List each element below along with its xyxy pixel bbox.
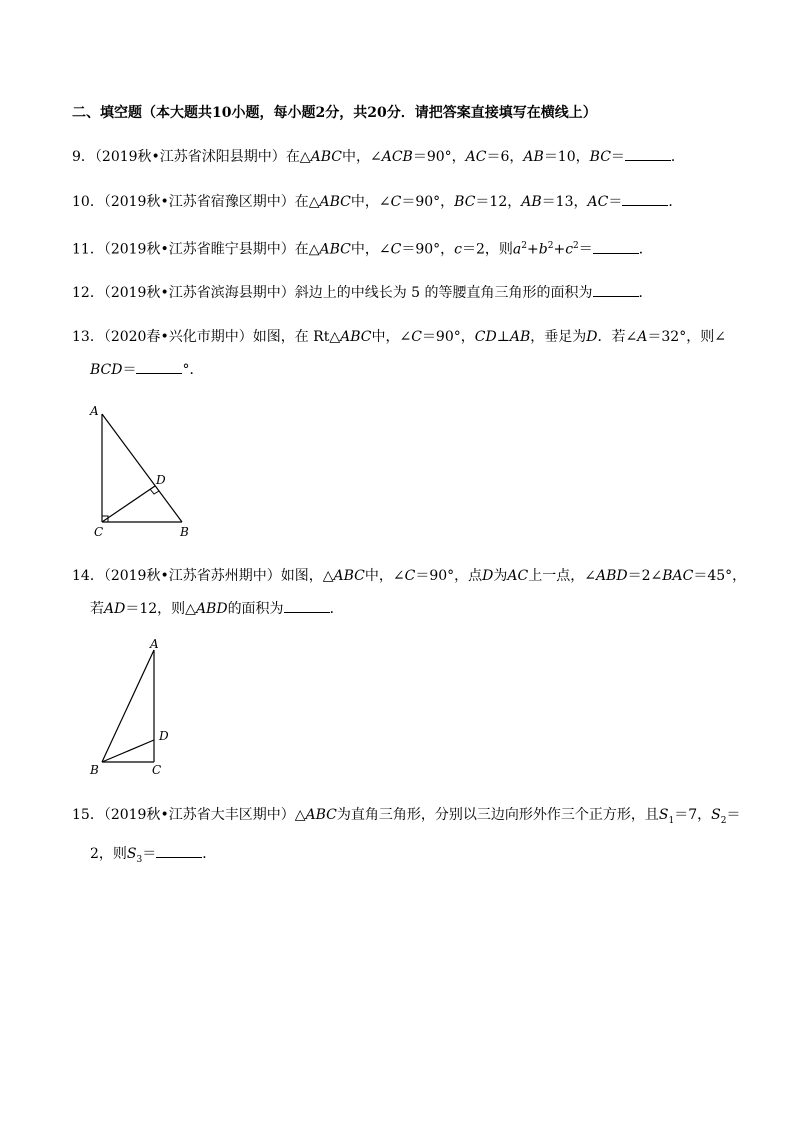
answer-blank[interactable] bbox=[136, 359, 182, 374]
question-9: 9．（2019秋•江苏省沭阳县期中）在△ABC中，∠ACB＝90°，AC＝6，AB＝10，BC＝ ． bbox=[72, 146, 685, 167]
figure-13 bbox=[86, 402, 206, 546]
answer-blank[interactable] bbox=[593, 239, 639, 254]
question-15: 15．（2019秋•江苏省大丰区期中）△ABC为直角三角形，分别以三边向形外作三个正方形，且$S_1=7$，$S_2=$ 2，则$S_3=$ ． bbox=[72, 807, 741, 865]
question-14: 14．（2019秋•江苏省苏州期中）如图，△ABC中，∠C＝90°，点D为AC上一点，∠ABD＝2∠BAC＝45°， 若AD＝12，则△ABD的面积为 ． bbox=[72, 568, 747, 617]
triangle-figure-14 bbox=[86, 636, 186, 781]
segment-bd bbox=[102, 740, 154, 762]
answer-blank[interactable] bbox=[625, 146, 671, 161]
figure-14 bbox=[86, 636, 186, 785]
label-c: C bbox=[94, 525, 104, 539]
triangle-figure-13 bbox=[86, 402, 206, 542]
answer-blank[interactable] bbox=[156, 843, 202, 858]
answer-blank[interactable] bbox=[622, 191, 668, 206]
label-b: B bbox=[90, 763, 99, 777]
answer-blank[interactable] bbox=[284, 598, 330, 613]
question-10: 10．（2019秋•江苏省宿豫区期中）在△ABC中，∠C＝90°，BC＝12，AB＝13，AC＝ ． bbox=[72, 191, 682, 212]
segment-ab bbox=[102, 650, 154, 762]
label-c: C bbox=[152, 763, 162, 777]
section-title: 二、填空题（本大题共10小题，每小题2分，共20分．请把答案直接填写在横线上） bbox=[72, 105, 597, 121]
question-12: 12．（2019秋•江苏省滨海县期中）斜边上的中线长为 5 的等腰直角三角形的面积为 ． bbox=[72, 282, 653, 303]
question-13: 13．（2020春•兴化市期中）如图，在 Rt△ABC中，∠C＝90°，CD⊥AB，垂足为D．若∠A＝32°，则∠ BCD＝ °． bbox=[72, 329, 726, 378]
question-11: 11．（2019秋•江苏省睢宁县期中）在△ABC中，∠C＝90°，c＝2，则$a^2+b^2+c^2=$ ． bbox=[72, 236, 653, 260]
label-a: A bbox=[150, 637, 159, 651]
label-b: B bbox=[180, 525, 189, 539]
answer-blank[interactable] bbox=[593, 282, 639, 297]
label-a: A bbox=[90, 404, 99, 418]
segment-cd bbox=[102, 486, 155, 522]
label-d: D bbox=[159, 729, 169, 743]
segment-ab bbox=[102, 414, 182, 522]
label-d: D bbox=[156, 473, 166, 487]
